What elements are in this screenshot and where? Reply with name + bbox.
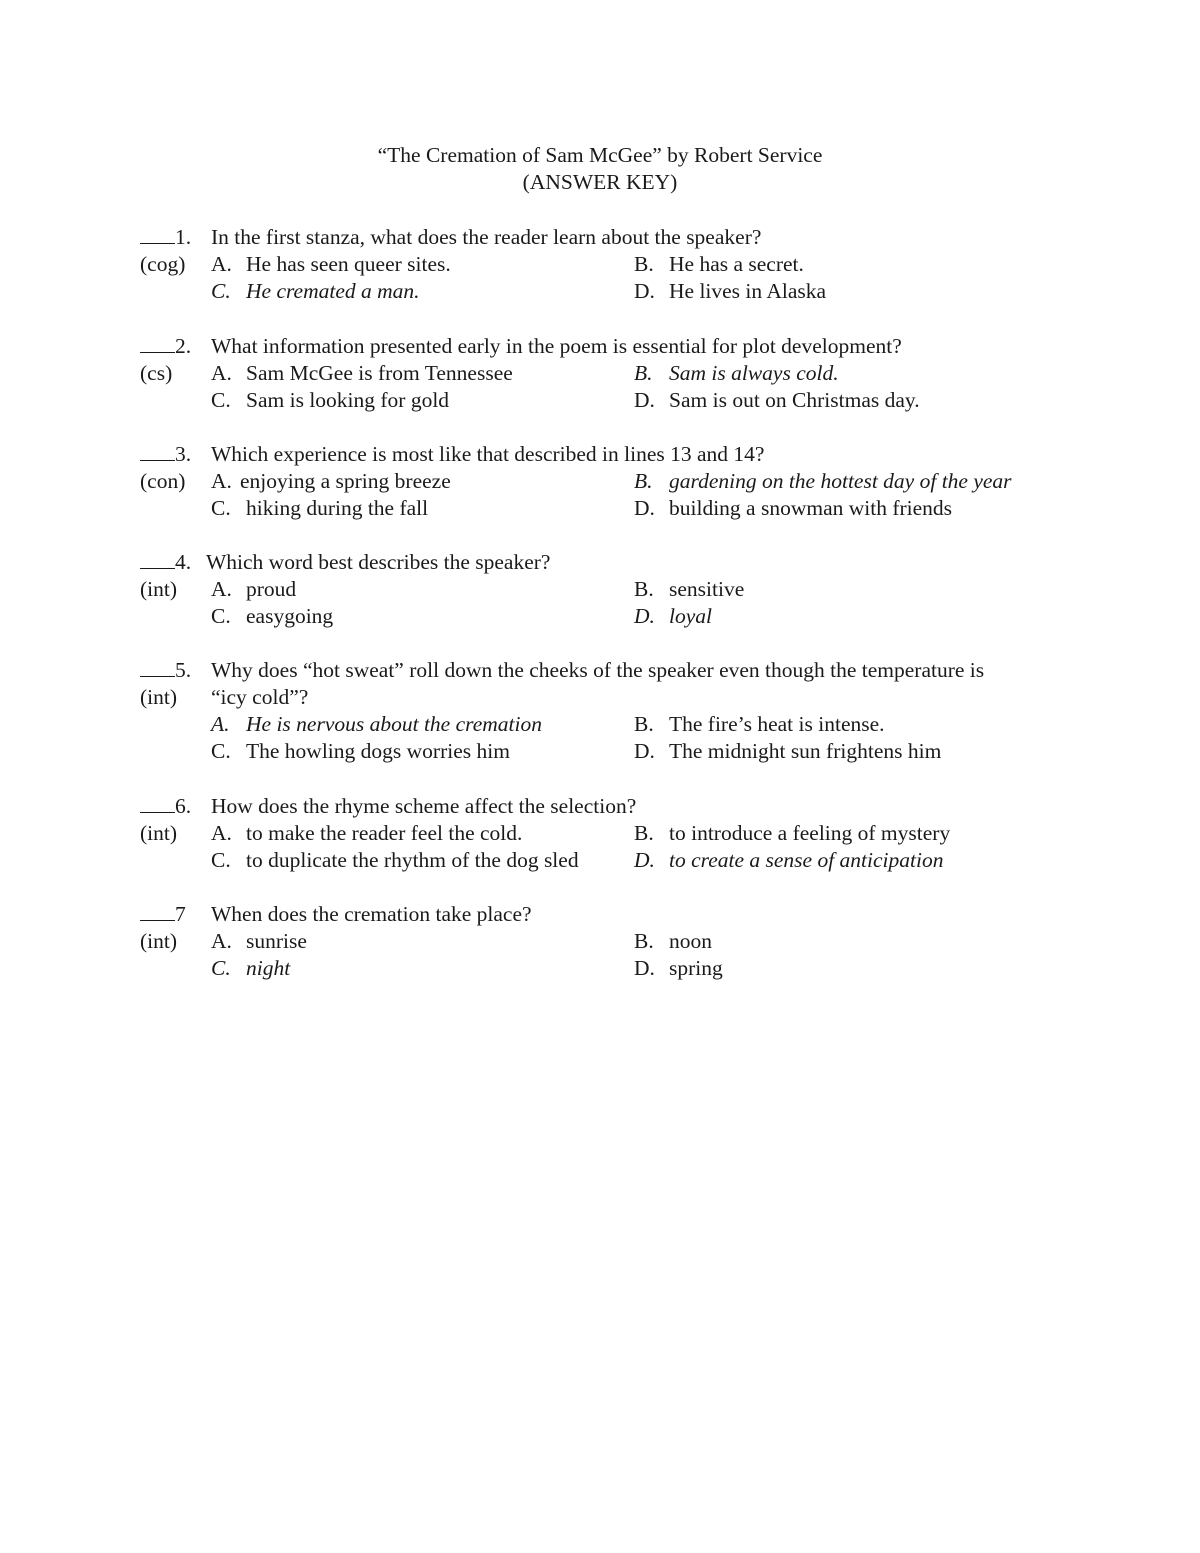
option-b-correct: B. Sam is always cold. [634, 361, 839, 385]
answer-blank [140, 550, 175, 569]
option-c: C. to duplicate the rhythm of the dog sled [211, 848, 579, 872]
question-code: (int) [140, 685, 178, 709]
option-a: A. He has seen queer sites. [211, 252, 451, 276]
answer-blank [140, 334, 175, 353]
option-c-correct: C. He cremated a man. [211, 279, 420, 303]
question-text: Which word best describes the speaker? [206, 550, 551, 574]
option-d-correct: D. loyal [634, 604, 712, 628]
option-a: A. Sam McGee is from Tennessee [211, 361, 513, 385]
option-a: A. proud [211, 577, 297, 601]
question-text: What information presented early in the poem is essential for plot development? [211, 334, 902, 358]
option-a: A. to make the reader feel the cold. [211, 821, 523, 845]
question-code: (cs) [140, 361, 173, 385]
answer-blank-number: 4. [140, 549, 191, 576]
question-text: Which experience is most like that described in lines 13 and 14? [211, 442, 765, 466]
answer-blank [140, 794, 175, 813]
option-d: D. The midnight sun frightens him [634, 739, 942, 763]
document-title: “The Cremation of Sam McGee” by Robert Service [377, 143, 823, 167]
question-code: (int) [140, 577, 178, 601]
option-b-correct: B. gardening on the hottest day of the year [634, 469, 1012, 493]
option-b: B. to introduce a feeling of mystery [634, 821, 951, 845]
option-b: B. noon [634, 929, 712, 953]
question-code: (cog) [140, 252, 186, 276]
answer-blank-number: 6. [140, 793, 191, 820]
document-subtitle: (ANSWER KEY) [522, 170, 678, 194]
answer-blank-number: 5. [140, 657, 191, 684]
question-code: (int) [140, 929, 178, 953]
question-code: (int) [140, 821, 178, 845]
option-d: D. building a snowman with friends [634, 496, 953, 520]
question-code: (con) [140, 469, 186, 493]
option-c: C. The howling dogs worries him [211, 739, 510, 763]
option-d: D. spring [634, 956, 723, 980]
question-text-continued: “icy cold”? [211, 685, 309, 709]
option-b: B. The fire’s heat is intense. [634, 712, 885, 736]
answer-blank [140, 658, 175, 677]
answer-blank [140, 225, 175, 244]
question-text: Why does “hot sweat” roll down the cheeks of the speaker even though the temperature is [211, 658, 985, 682]
option-d-correct: D. to create a sense of anticipation [634, 848, 944, 872]
option-d: D. Sam is out on Christmas day. [634, 388, 920, 412]
option-b: B. sensitive [634, 577, 745, 601]
answer-blank-number: 3. [140, 441, 191, 468]
answer-blank [140, 902, 175, 921]
answer-blank [140, 442, 175, 461]
option-c: C. Sam is looking for gold [211, 388, 450, 412]
option-c: C. hiking during the fall [211, 496, 429, 520]
option-c: C. easygoing [211, 604, 334, 628]
answer-blank-number: 1. [140, 224, 191, 251]
option-d: D. He lives in Alaska [634, 279, 827, 303]
question-text: How does the rhyme scheme affect the selection? [211, 794, 637, 818]
answer-blank-number: 7 [140, 901, 186, 928]
question-text: In the first stanza, what does the reader learn about the speaker? [211, 225, 762, 249]
option-a-correct: A. He is nervous about the cremation [211, 712, 542, 736]
option-a: A. enjoying a spring breeze [211, 469, 451, 493]
option-a: A. sunrise [211, 929, 307, 953]
option-c-correct: C. night [211, 956, 291, 980]
option-b: B. He has a secret. [634, 252, 804, 276]
question-text: When does the cremation take place? [211, 902, 532, 926]
answer-blank-number: 2. [140, 333, 191, 360]
